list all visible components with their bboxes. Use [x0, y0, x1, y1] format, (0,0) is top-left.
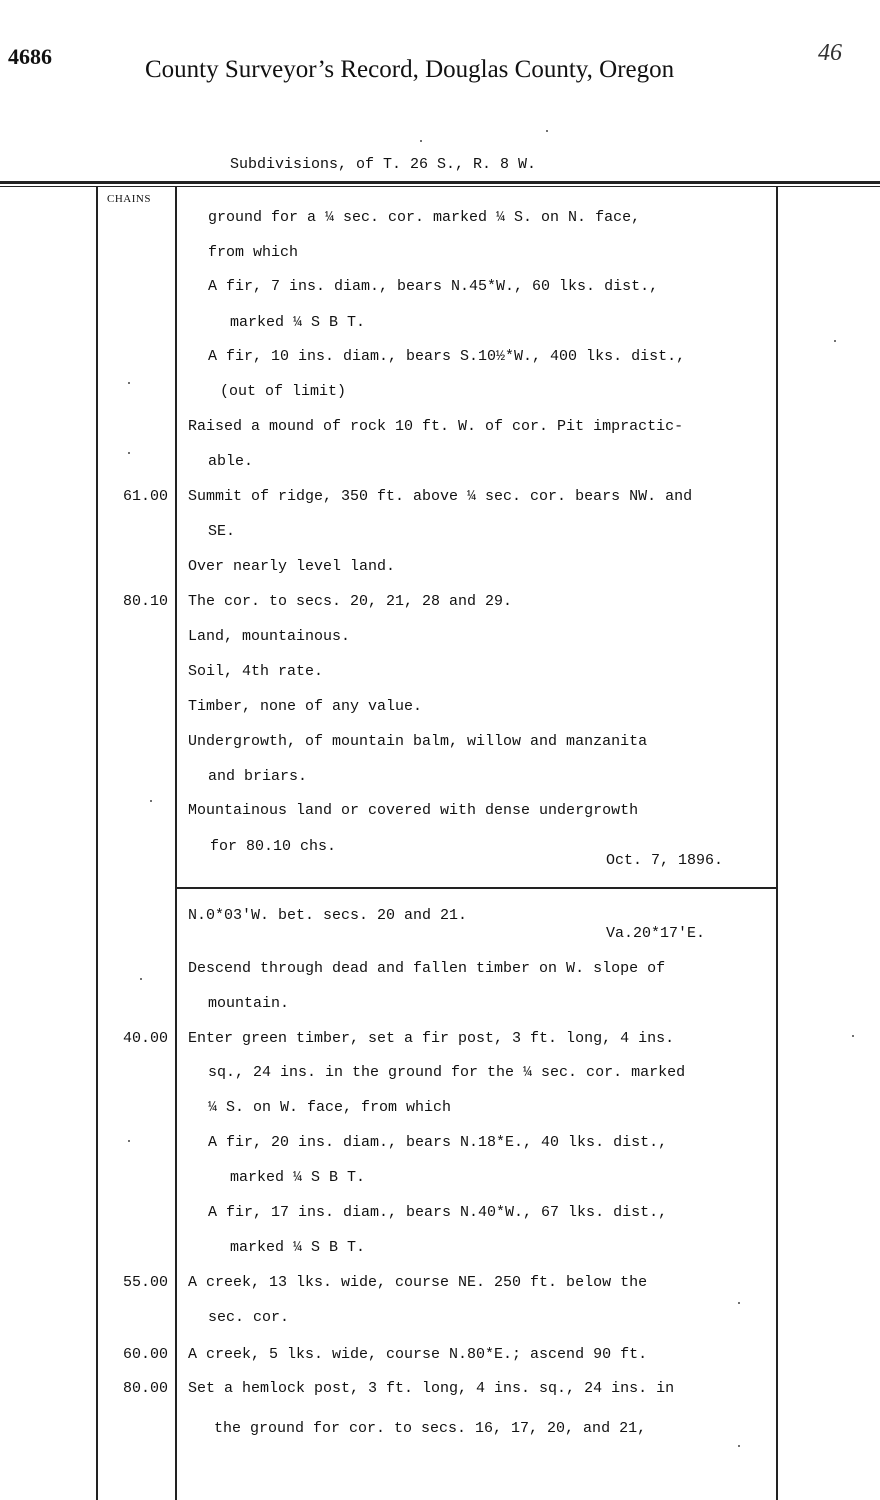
record-line: Over nearly level land. [188, 558, 396, 575]
scan-speck [128, 1140, 130, 1142]
record-line: N.0*03'W. bet. secs. 20 and 21. [188, 907, 468, 924]
record-line: A creek, 13 lks. wide, course NE. 250 ft. below the [188, 1274, 648, 1291]
handwritten-page-mark: 46 [818, 40, 842, 66]
chains-column-right-rule [175, 186, 177, 1500]
record-line: A fir, 7 ins. diam., bears N.45*W., 60 lks. dist., [208, 278, 659, 295]
record-line: A fir, 10 ins. diam., bears S.10½*W., 400 lks. dist., [208, 348, 686, 365]
magnetic-variation: Va.20*17'E. [606, 925, 706, 942]
scan-speck [834, 340, 836, 342]
record-line: sq., 24 ins. in the ground for the ¼ sec. cor. marked [208, 1064, 686, 1081]
scan-speck [738, 1445, 740, 1447]
top-rule [0, 181, 880, 184]
record-line: Timber, none of any value. [188, 698, 423, 715]
record-line: ground for a ¼ sec. cor. marked ¼ S. on N. face, [208, 209, 641, 226]
record-line: The cor. to secs. 20, 21, 28 and 29. [188, 593, 513, 610]
chain-value: 80.10 [122, 593, 168, 610]
record-line: Set a hemlock post, 3 ft. long, 4 ins. sq., 24 ins. in [188, 1380, 675, 1397]
record-line: A creek, 5 lks. wide, course N.80*E.; ascend 90 ft. [188, 1346, 648, 1363]
chains-column-left-rule [96, 186, 98, 1500]
record-line: ¼ S. on W. face, from which [208, 1099, 452, 1116]
chain-value: 80.00 [122, 1380, 168, 1397]
record-line: A fir, 17 ins. diam., bears N.40*W., 67 lks. dist., [208, 1204, 668, 1221]
record-line: marked ¼ S B T. [230, 314, 366, 331]
record-line: for 80.10 chs. [210, 838, 337, 855]
scan-speck [140, 978, 142, 980]
chains-column-label: CHAINS [107, 193, 151, 205]
page-number: 4686 [8, 44, 52, 69]
top-rule-thin [0, 186, 880, 187]
subheading: Subdivisions, of T. 26 S., R. 8 W. [230, 156, 537, 173]
chain-value: 60.00 [122, 1346, 168, 1363]
record-line: Summit of ridge, 350 ft. above ¼ sec. cor. bears NW. and [188, 488, 693, 505]
record-line: mountain. [208, 995, 290, 1012]
scan-speck [738, 1302, 740, 1304]
record-line: the ground for cor. to secs. 16, 17, 20, and 21, [214, 1420, 647, 1437]
chain-value: 40.00 [122, 1030, 168, 1047]
record-line: sec. cor. [208, 1309, 290, 1326]
record-line: able. [208, 453, 254, 470]
record-line: Land, mountainous. [188, 628, 351, 645]
scan-speck [128, 382, 130, 384]
record-line: SE. [208, 523, 236, 540]
chain-value: 55.00 [122, 1274, 168, 1291]
scan-speck [852, 1035, 854, 1037]
scan-speck [128, 452, 130, 454]
scan-speck [546, 130, 548, 132]
record-line: Mountainous land or covered with dense undergrowth [188, 802, 639, 819]
page-title: County Surveyor’s Record, Douglas County, Oregon [145, 56, 675, 83]
record-line: Soil, 4th rate. [188, 663, 324, 680]
record-line: from which [208, 244, 299, 261]
scan-speck [420, 140, 422, 142]
record-line: marked ¼ S B T. [230, 1169, 366, 1186]
record-line: (out of limit) [220, 383, 347, 400]
record-line: Raised a mound of rock 10 ft. W. of cor. Pit impractic- [188, 418, 684, 435]
record-line: marked ¼ S B T. [230, 1239, 366, 1256]
text-column-right-rule [776, 186, 778, 1500]
record-date: Oct. 7, 1896. [606, 852, 724, 869]
record-line: A fir, 20 ins. diam., bears N.18*E., 40 lks. dist., [208, 1134, 668, 1151]
record-line: Enter green timber, set a fir post, 3 ft. long, 4 ins. [188, 1030, 675, 1047]
scan-speck [150, 800, 152, 802]
chain-value: 61.00 [122, 488, 168, 505]
record-line: and briars. [208, 768, 308, 785]
section-divider-rule [176, 887, 776, 889]
record-line: Undergrowth, of mountain balm, willow and manzanita [188, 733, 648, 750]
record-line: Descend through dead and fallen timber on W. slope of [188, 960, 666, 977]
